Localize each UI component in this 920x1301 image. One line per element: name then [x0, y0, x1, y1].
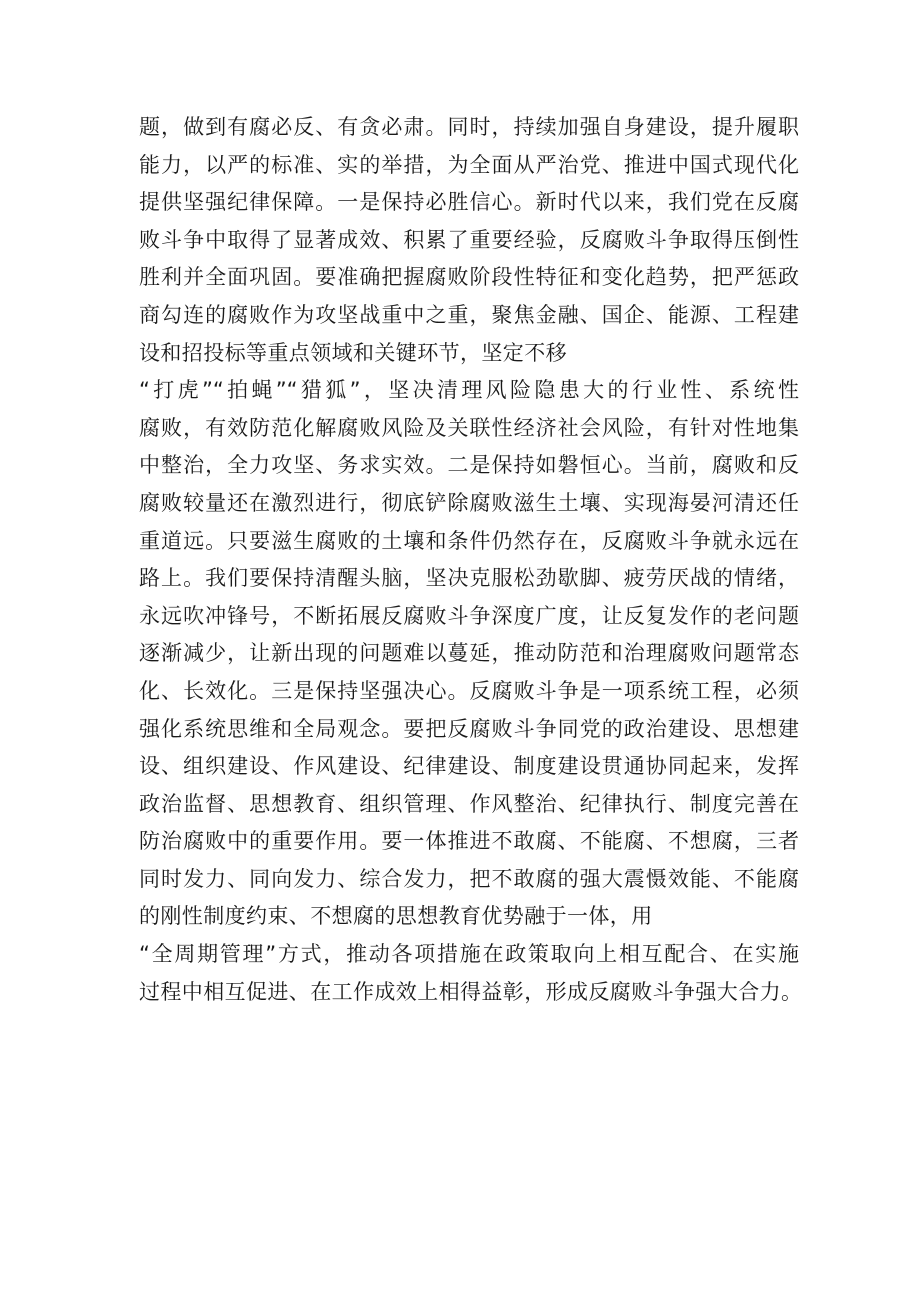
text-line: 强化系统思维和全局观念。要把反腐败斗争同党的政治建设、思想建 [139, 716, 799, 741]
text-line: 题，做到有腐必反、有贪必肃。同时，持续加强自身建设，提升履职 [139, 115, 799, 139]
text-line: 中整治，全力攻坚、务求实效。二是保持如磐恒心。当前，腐败和反 [139, 453, 799, 478]
text-line: 永远吹冲锋号，不断拓展反腐败斗争深度广度，让反复发作的老问题 [139, 603, 799, 628]
text-line: 路上。我们要保持清醒头脑，坚决克服松劲歇脚、疲劳厌战的情绪， [139, 566, 799, 591]
text-line: 商勾连的腐败作为攻坚战重中之重，聚焦金融、国企、能源、工程建 [139, 302, 799, 327]
text-line: 腐败，有效防范化解腐败风险及关联性经济社会风险，有针对性地集 [139, 415, 799, 440]
text-line: 设、组织建设、作风建设、纪律建设、制度建设贯通协同起来，发挥 [139, 754, 799, 779]
text-line: 防治腐败中的重要作用。要一体推进不敢腐、不能腐、不想腐，三者 [139, 829, 799, 854]
text-line: 同时发力、同向发力、综合发力，把不敢腐的强大震慑效能、不能腐 [139, 866, 799, 891]
text-line: 能力，以严的标准、实的举措，为全面从严治党、推进中国式现代化 [139, 152, 799, 177]
text-line: 政治监督、思想教育、组织管理、作风整治、纪律执行、制度完善在 [139, 791, 799, 816]
body-text [139, 109, 819, 1011]
text-line: 过程中相互促进、在工作成效上相得益彰，形成反腐败斗争强大合力。 [139, 979, 803, 1004]
text-line: “全周期管理”方式，推动各项措施在政策取向上相互配合、在实施 [139, 942, 799, 967]
text-line: 败斗争中取得了显著成效、积累了重要经验，反腐败斗争取得压倒性 [139, 227, 799, 252]
text-line: 的刚性制度约束、不想腐的思想教育优势融于一体，用 [139, 904, 653, 929]
text-line: 化、长效化。三是保持坚强决心。反腐败斗争是一项系统工程，必须 [139, 678, 799, 703]
text-line: 设和招投标等重点领域和关键环节，坚定不移 [139, 340, 567, 365]
text-line: 腐败较量还在激烈进行，彻底铲除腐败滋生土壤、实现海晏河清还任 [139, 490, 799, 515]
text-line: 胜利并全面巩固。要准确把握腐败阶段性特征和变化趋势，把严惩政 [139, 265, 799, 290]
text-line: 逐渐减少，让新出现的问题难以蔓延，推动防范和治理腐败问题常态 [139, 641, 799, 666]
text-line: “打虎”“拍蝇”“猎狐”，坚决清理风险隐患大的行业性、系统性 [139, 378, 799, 403]
text-line: 重道远。只要滋生腐败的土壤和条件仍然存在，反腐败斗争就永远在 [139, 528, 799, 553]
text-line: 提供坚强纪律保障。一是保持必胜信心。新时代以来，我们党在反腐 [139, 190, 799, 215]
